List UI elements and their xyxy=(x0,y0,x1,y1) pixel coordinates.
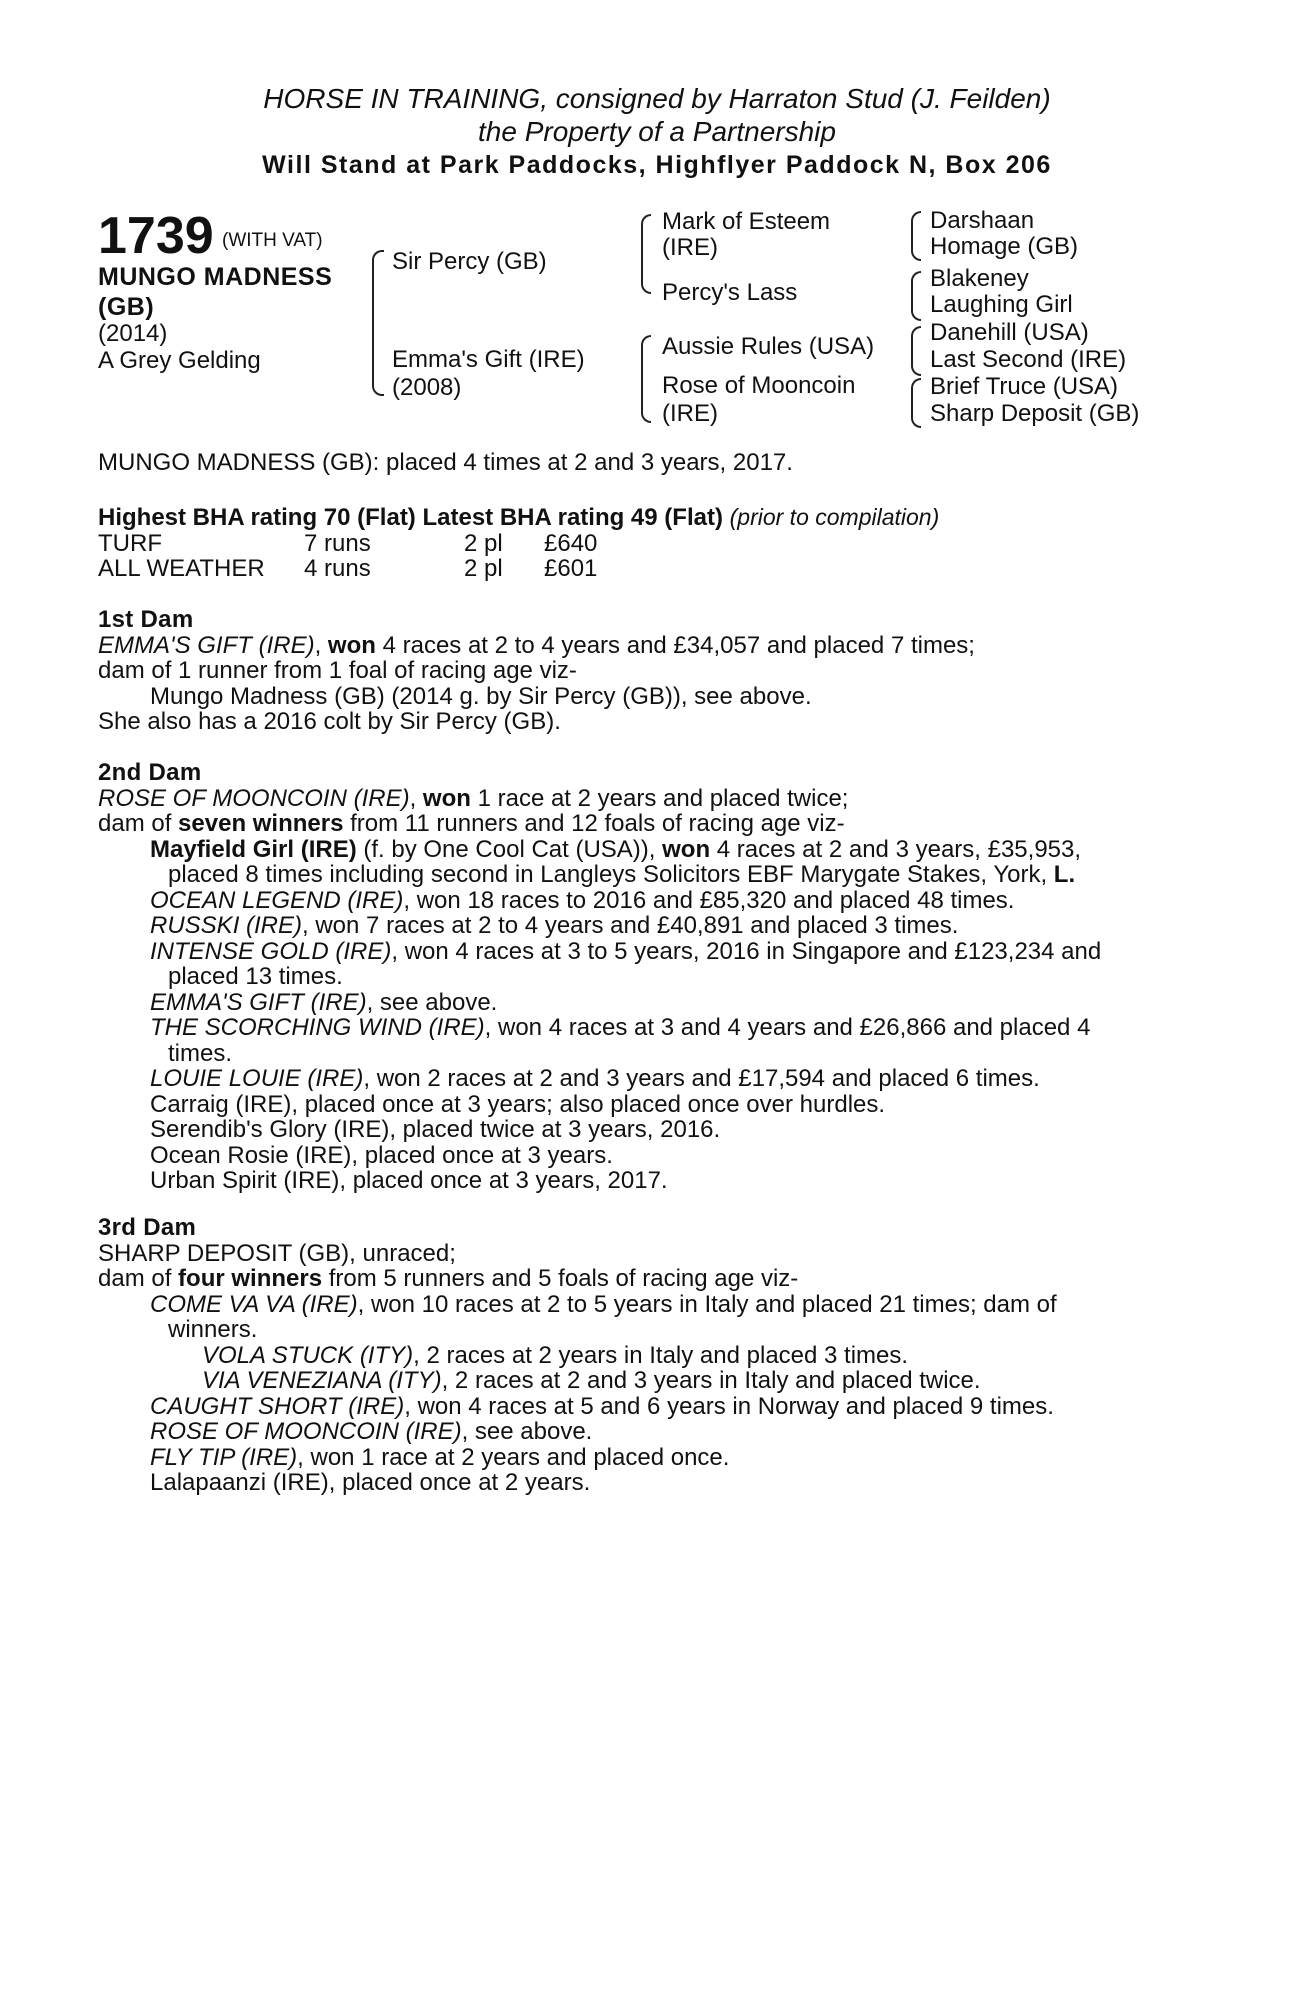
all-weather-record-row xyxy=(98,556,1206,582)
first-dam-section xyxy=(98,607,1206,735)
produce-text: placed 8 times including second in Langleys Solicitors EBF Marygate Stakes, York, xyxy=(168,861,1054,888)
bha-ratings: Highest BHA rating 70 (Flat) Latest BHA rating 49 (Flat) xyxy=(98,504,723,531)
pedigree-brace-g3 xyxy=(911,326,921,376)
granddam-line-7: Brief Truce (USA) xyxy=(930,373,1119,400)
dam-dam: Rose of Mooncoin xyxy=(662,372,856,399)
consignor-heading: HORSE IN TRAINING, consigned by Harraton Stud (J. Feilden) xyxy=(263,83,1051,114)
dam-name: EMMA'S GIFT (IRE) xyxy=(98,631,315,659)
second-dam-section xyxy=(98,760,1206,1194)
pedigree-brace-g1 xyxy=(911,211,921,261)
placed-count: 2 pl xyxy=(464,555,503,582)
winner-name: THE SCORCHING WIND (IRE) xyxy=(150,1014,485,1041)
produce-text: , won 1 race at 2 years and placed once. xyxy=(297,1443,730,1471)
produce-text: from 5 runners and 5 foals of racing age viz- xyxy=(322,1265,799,1292)
dam-record: EMMA'S GIFT (IRE), won 4 races at 2 to 4 years and £34,057 and placed 7 times; xyxy=(98,631,975,659)
grandproduce-entry xyxy=(98,1368,1206,1394)
produce-entry-continued: placed 13 times. xyxy=(168,963,343,990)
produce-entry xyxy=(98,990,1206,1016)
sire-dam: Percy's Lass xyxy=(662,279,798,306)
dam-year: (2008) xyxy=(392,374,462,401)
winner-name: COME VA VA (IRE) xyxy=(150,1290,358,1318)
won-label: won xyxy=(662,835,711,863)
dam-record: SHARP DEPOSIT (GB), unraced; xyxy=(98,1239,456,1267)
produce-text: , 2 races at 2 and 3 years in Italy and placed twice. xyxy=(441,1367,981,1394)
produce-entry: Urban Spirit (IRE), placed once at 3 years, 2017. xyxy=(150,1167,668,1194)
produce-text: , won 2 races at 2 and 3 years and £17,594 and placed 6 times. xyxy=(363,1065,1040,1092)
winner-name: EMMA'S GIFT (IRE) xyxy=(150,988,367,1016)
granddam-line-6: Last Second (IRE) xyxy=(930,346,1127,373)
dam-record-text: 1 race at 2 years and placed twice; xyxy=(470,784,849,812)
grandproduce-entry xyxy=(98,1343,1206,1369)
produce-entry xyxy=(98,1292,1206,1318)
granddam-line-8: Sharp Deposit (GB) xyxy=(930,400,1140,427)
section-title: 1st Dam xyxy=(98,606,194,633)
runs-count: 7 runs xyxy=(304,529,371,557)
produce-text: (f. by One Cool Cat (USA)), xyxy=(356,835,663,863)
produce-entry xyxy=(98,837,1206,863)
produce-entry xyxy=(98,1394,1206,1420)
produce-text: from 11 runners and 12 foals of racing age viz- xyxy=(343,810,845,837)
produce-text: 4 races at 2 and 3 years, £35,953, xyxy=(710,835,1082,863)
pedigree-brace-sire xyxy=(641,214,651,294)
winners-count: seven winners xyxy=(178,810,344,837)
produce-entry xyxy=(98,1015,1206,1041)
granddam-line-2: Homage (GB) xyxy=(930,233,1079,260)
winner-name: FLY TIP (IRE) xyxy=(150,1443,298,1471)
ratings-note: (prior to compilation) xyxy=(729,504,940,530)
produce-text: , see above. xyxy=(366,988,498,1016)
produce-entry xyxy=(98,1066,1206,1092)
produce-entry: Serendib's Glory (IRE), placed twice at 3 years, 2016. xyxy=(150,1116,721,1143)
pedigree-brace-main xyxy=(372,250,384,396)
dam-record-text: 4 races at 2 to 4 years and £34,057 and placed 7 times; xyxy=(375,631,975,659)
granddam-line-1: Darshaan xyxy=(930,207,1035,234)
won-label: won xyxy=(327,631,376,659)
winner-name: VIA VENEZIANA (ITY) xyxy=(202,1367,442,1394)
produce-text: , won 18 races to 2016 and £85,320 and placed 48 times. xyxy=(403,886,1015,914)
dam-dam-suffix: (IRE) xyxy=(662,400,718,427)
produce-text: , won 4 races at 5 and 6 years in Norway and placed 9 times. xyxy=(404,1392,1054,1420)
ratings-section xyxy=(98,505,1206,582)
produce-text: , won 10 races at 2 to 5 years in Italy and placed 21 times; dam of xyxy=(357,1290,1057,1318)
produce-text: , won 7 races at 2 to 4 years and £40,891 and placed 3 times. xyxy=(302,912,959,939)
produce-entry-continued: winners. xyxy=(168,1316,258,1343)
produce-entry: Lalapaanzi (IRE), placed once at 2 years. xyxy=(150,1469,591,1496)
produce-summary: dam of 1 runner from 1 foal of racing age viz- xyxy=(98,657,577,684)
winner-name: OCEAN LEGEND (IRE) xyxy=(150,886,404,914)
won-label: won xyxy=(422,784,471,812)
sire-sire: Mark of Esteem xyxy=(662,208,831,235)
horse-description: A Grey Gelding xyxy=(98,347,261,374)
placed-count: 2 pl xyxy=(464,529,503,557)
produce-entry: Mungo Madness (GB) (2014 g. by Sir Percy (GB)), see above. xyxy=(150,682,812,710)
produce-entry-continued xyxy=(98,862,1206,888)
produce-entry xyxy=(98,1445,1206,1471)
produce-text: , 2 races at 2 years in Italy and placed 3 times. xyxy=(413,1341,909,1369)
winner-name: CAUGHT SHORT (IRE) xyxy=(150,1392,405,1420)
horse-name-suffix: (GB) xyxy=(98,293,155,321)
dam-name: Emma's Gift (IRE) xyxy=(392,346,585,373)
prize-money: £601 xyxy=(544,555,598,582)
produce-entry xyxy=(98,913,1206,939)
winner-name: LOUIE LOUIE (IRE) xyxy=(150,1065,364,1092)
race-record-summary: MUNGO MADNESS (GB): placed 4 times at 2 and 3 years, 2017. xyxy=(98,449,793,476)
vat-note: (WITH VAT) xyxy=(222,230,323,251)
foaling-year: (2014) xyxy=(98,320,168,347)
section-title: 2nd Dam xyxy=(98,759,202,786)
produce-entry xyxy=(98,939,1206,965)
prize-money: £640 xyxy=(544,529,598,557)
horse-name: MUNGO MADNESS xyxy=(98,263,333,291)
produce-entry: Ocean Rosie (IRE), placed once at 3 years. xyxy=(150,1141,613,1169)
stakes-performer-name: Mayfield Girl (IRE) xyxy=(150,835,357,863)
produce-text: dam of xyxy=(98,810,179,837)
produce-text: , won 4 races at 3 and 4 years and £26,866 and placed 4 xyxy=(484,1014,1091,1041)
sire-sire-suffix: (IRE) xyxy=(662,234,718,261)
granddam-line-3: Blakeney xyxy=(930,265,1029,292)
produce-entry xyxy=(98,888,1206,914)
pedigree-brace-g4 xyxy=(911,378,921,428)
turf-record-row xyxy=(98,531,1206,557)
produce-entry-continued: times. xyxy=(168,1039,233,1067)
third-dam-section xyxy=(98,1215,1206,1496)
produce-note: She also has a 2016 colt by Sir Percy (GB). xyxy=(98,708,561,735)
produce-entry: Carraig (IRE), placed once at 3 years; also placed once over hurdles. xyxy=(150,1090,886,1118)
winner-name: RUSSKI (IRE) xyxy=(150,912,303,939)
pedigree-brace-g2 xyxy=(911,271,921,321)
produce-entry xyxy=(98,1419,1206,1445)
winner-name: ROSE OF MOONCOIN (IRE) xyxy=(150,1418,462,1445)
produce-text: , see above. xyxy=(461,1418,593,1445)
listed-race-marker: L. xyxy=(1053,861,1076,888)
granddam-line-4: Laughing Girl xyxy=(930,291,1073,318)
section-title: 3rd Dam xyxy=(98,1214,197,1241)
surface-label: ALL WEATHER xyxy=(98,555,265,582)
lot-number: 1739 xyxy=(98,207,214,265)
stable-location: Will Stand at Park Paddocks, Highflyer Paddock N, Box 206 xyxy=(262,151,1052,179)
surface-label: TURF xyxy=(98,529,162,557)
pedigree-brace-dam xyxy=(641,335,651,423)
produce-summary xyxy=(98,1266,1206,1292)
dam-sire: Aussie Rules (USA) xyxy=(662,333,875,360)
property-heading: the Property of a Partnership xyxy=(478,116,836,147)
ratings-line xyxy=(98,505,1206,531)
granddam-line-5: Danehill (USA) xyxy=(930,319,1089,346)
dam-record: ROSE OF MOONCOIN (IRE), won 1 race at 2 years and placed twice; xyxy=(98,784,849,812)
sire-name: Sir Percy (GB) xyxy=(392,248,547,275)
runs-count: 4 runs xyxy=(304,555,371,582)
dam-name: ROSE OF MOONCOIN (IRE) xyxy=(98,784,410,812)
produce-text: dam of xyxy=(98,1265,179,1292)
produce-summary xyxy=(98,811,1206,837)
winners-count: four winners xyxy=(178,1265,323,1292)
winner-name: VOLA STUCK (ITY) xyxy=(202,1341,414,1369)
produce-text: , won 4 races at 3 to 5 years, 2016 in Singapore and £123,234 and xyxy=(391,937,1102,965)
winner-name: INTENSE GOLD (IRE) xyxy=(150,937,392,965)
